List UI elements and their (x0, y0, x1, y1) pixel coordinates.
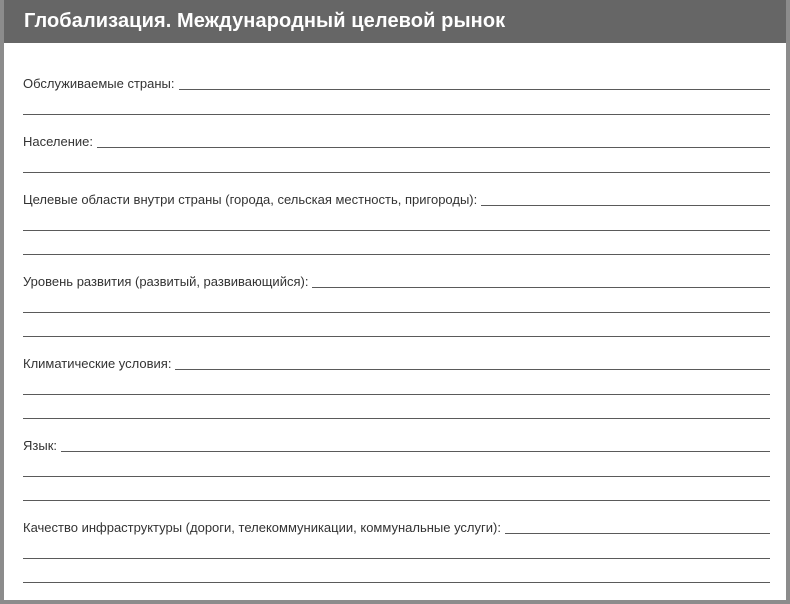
answer-line[interactable] (23, 582, 770, 583)
field-label: Качество инфраструктуры (дороги, телекоммуникации, коммунальные услуги): (23, 520, 501, 535)
field-label: Язык: (23, 438, 57, 453)
answer-line[interactable] (23, 394, 770, 395)
field-label: Целевые области внутри страны (города, сельская местность, пригороды): (23, 192, 478, 207)
answer-line[interactable] (23, 418, 770, 419)
answer-line[interactable] (23, 230, 770, 231)
answer-line[interactable] (23, 500, 770, 501)
field-label: Обслуживаемые страны: (23, 76, 175, 91)
answer-line[interactable] (23, 312, 770, 313)
answer-line[interactable] (23, 476, 770, 477)
field-climate[interactable] (23, 354, 770, 372)
field-label: Климатические условия: (23, 356, 172, 371)
answer-line[interactable] (23, 254, 770, 255)
field-label: Уровень развития (развитый, развивающийся): (23, 274, 309, 289)
worksheet-header (4, 0, 786, 43)
worksheet-title: Глобализация. Международный целевой рынок (24, 10, 506, 32)
field-countries-served[interactable] (23, 74, 770, 92)
field-development-level[interactable] (23, 272, 770, 290)
answer-line[interactable] (481, 205, 770, 206)
field-target-areas[interactable] (23, 190, 770, 208)
answer-line[interactable] (23, 558, 770, 559)
field-language[interactable] (23, 436, 770, 454)
field-infrastructure[interactable] (23, 518, 770, 536)
answer-line[interactable] (179, 89, 771, 90)
answer-line[interactable] (23, 114, 770, 115)
answer-line[interactable] (23, 336, 770, 337)
field-label: Население: (23, 134, 94, 149)
answer-line[interactable] (312, 287, 770, 288)
answer-line[interactable] (97, 147, 770, 148)
answer-line[interactable] (61, 451, 770, 452)
field-population[interactable] (23, 132, 770, 150)
answer-line[interactable] (23, 172, 770, 173)
answer-line[interactable] (505, 533, 770, 534)
answer-line[interactable] (175, 369, 770, 370)
